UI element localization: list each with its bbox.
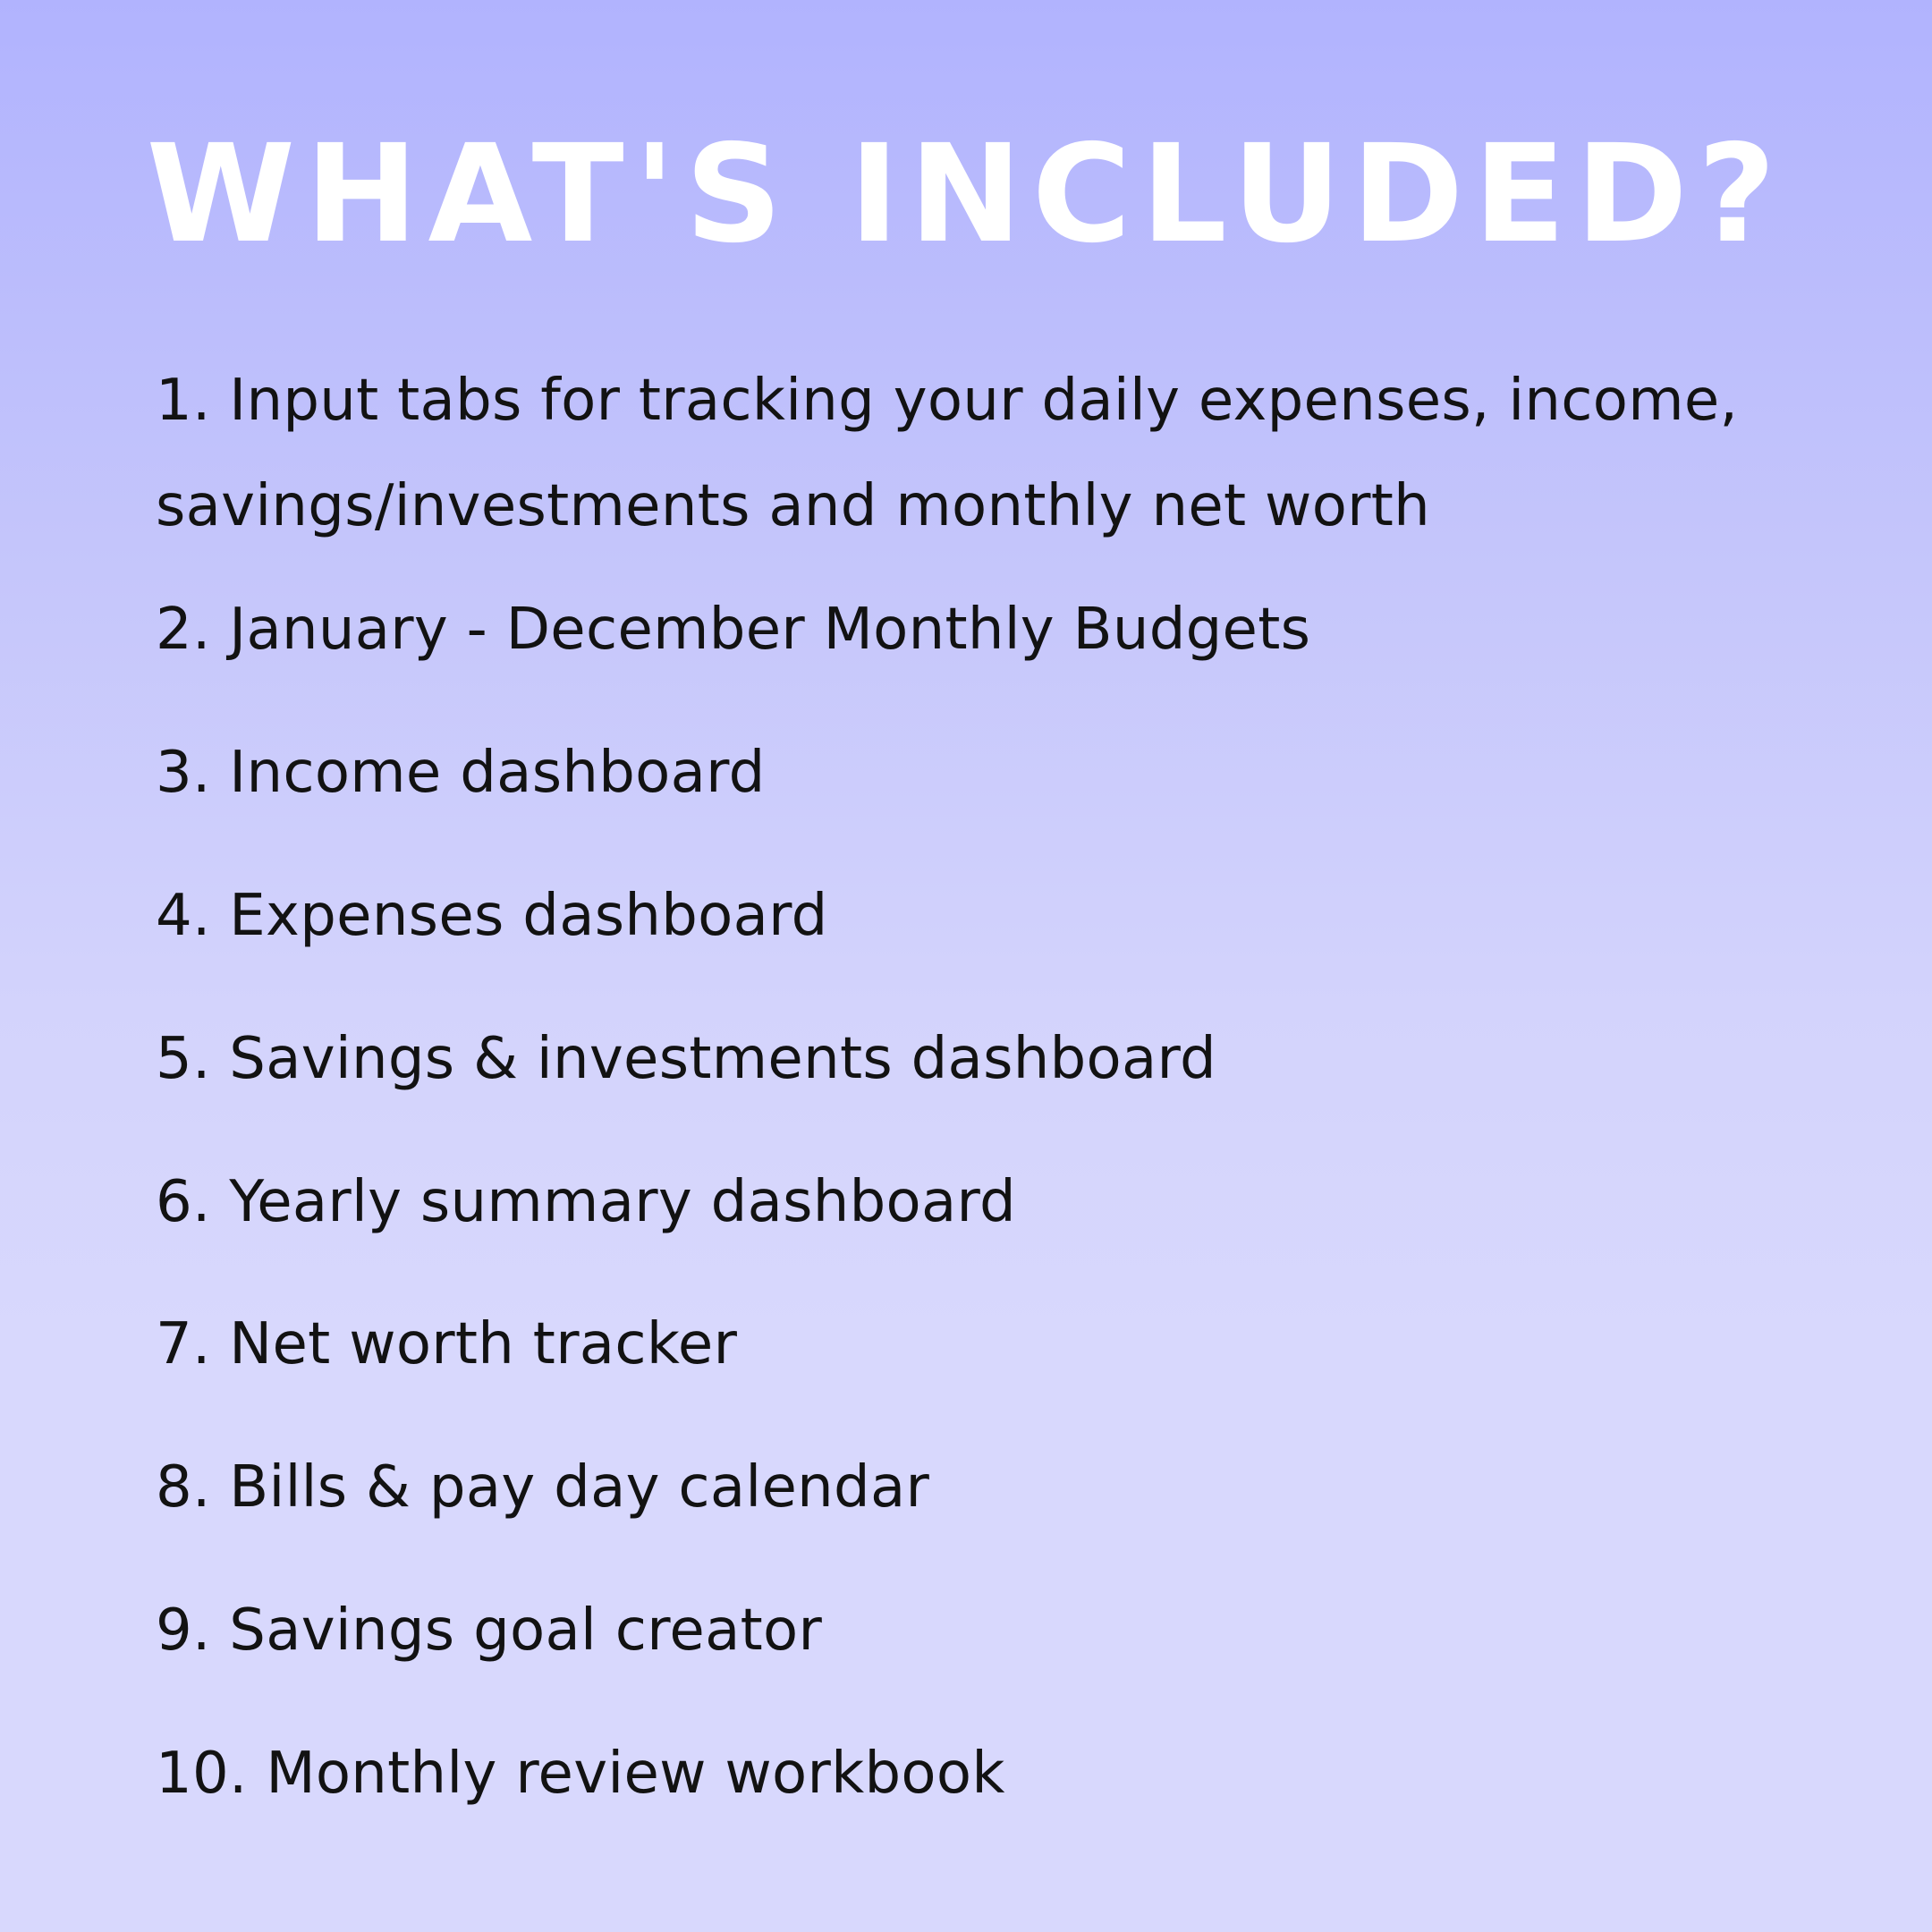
list-item: 6. Yearly summary dashboard: [156, 1169, 1016, 1235]
list-item: 4. Expenses dashboard: [156, 883, 828, 949]
page-title: WHAT'S INCLUDED?: [146, 115, 1786, 273]
list-item: 9. Savings goal creator: [156, 1597, 823, 1664]
list-item: 10. Monthly review workbook: [156, 1741, 1005, 1807]
list-item: 5. Savings & investments dashboard: [156, 1026, 1216, 1092]
list-item: 2. January - December Monthly Budgets: [156, 597, 1311, 663]
list-item: 7. Net worth tracker: [156, 1311, 738, 1377]
list-item: 1. Input tabs for tracking your daily expenses, income, savings/investments and monthly net worth: [156, 368, 1739, 539]
list-item: 3. Income dashboard: [156, 740, 766, 806]
list-item: 8. Bills & pay day calendar: [156, 1454, 930, 1521]
